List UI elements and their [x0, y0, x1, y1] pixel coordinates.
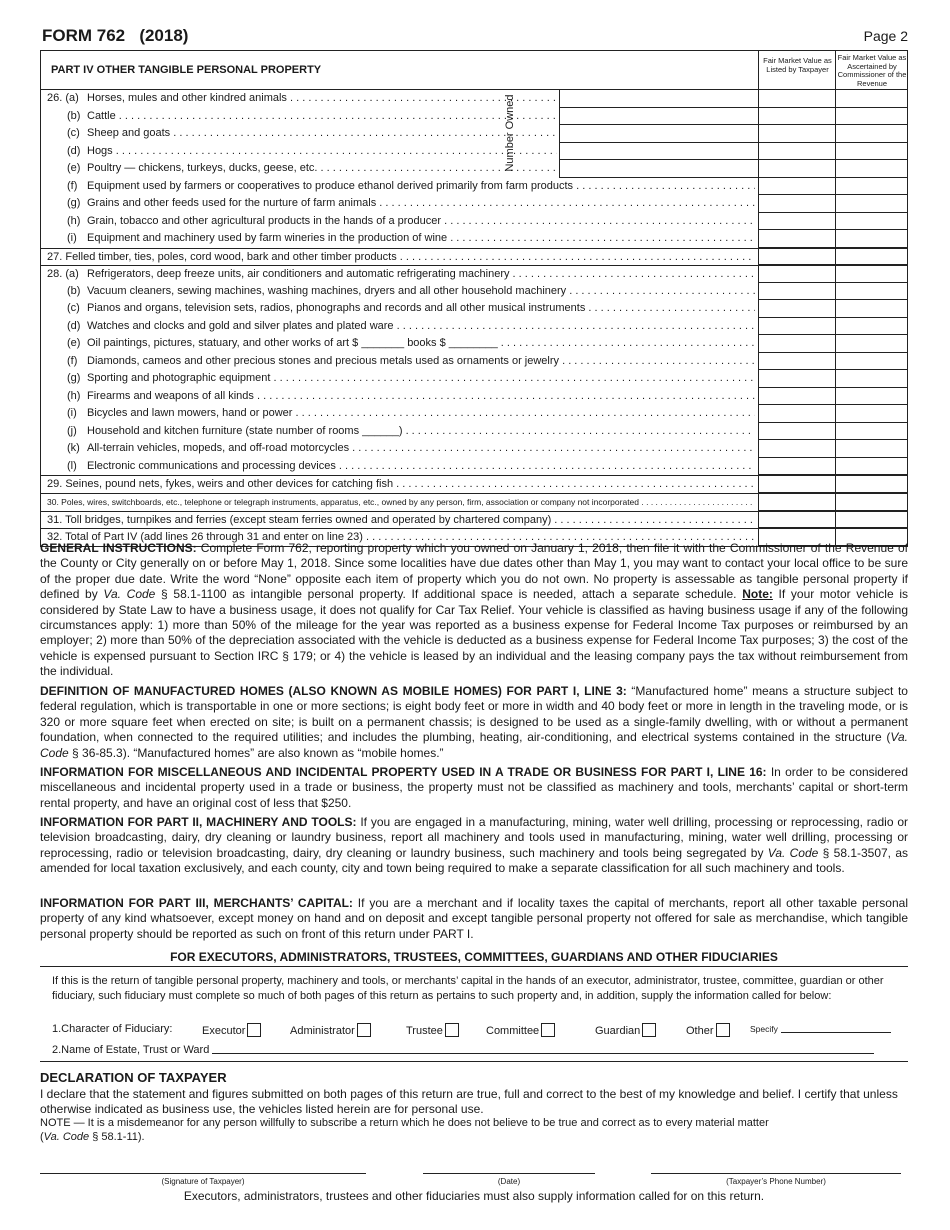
taxpayer-value-input[interactable]	[758, 388, 836, 406]
commissioner-value-input[interactable]	[835, 108, 908, 126]
part4-row	[41, 353, 907, 371]
administrator-checkbox[interactable]	[357, 1023, 371, 1037]
row-number: (g)	[67, 372, 81, 384]
option-committee[interactable]: Committee	[486, 1023, 555, 1037]
commissioner-value-input[interactable]	[835, 476, 908, 493]
part4-row	[41, 300, 907, 318]
misc-property-section: INFORMATION FOR MISCELLANEOUS AND INCIDENTAL PROPERTY USED IN A TRADE OR BUSINESS FOR PART I, LINE 16: In order to be considered miscellaneous and incidental property used in a trade or business, the property must not be classified as machinery and tools, merchants’ capital or short-term rental property, and have an original cost of less that $250.	[40, 765, 908, 810]
row-description: Cattle . . .	[87, 108, 557, 126]
option-other[interactable]: Other	[686, 1023, 730, 1037]
taxpayer-value-input[interactable]	[758, 283, 836, 301]
part4-row	[41, 440, 907, 458]
row-description: Watches and clocks and gold and silver plates and plated ware . . .	[87, 318, 755, 336]
part4-row	[41, 230, 907, 248]
part4-rows	[41, 90, 907, 546]
part4-row	[41, 388, 907, 406]
row-description: Firearms and weapons of all kinds . . .	[87, 388, 755, 406]
form-number: FORM 762	[42, 26, 126, 45]
commissioner-value-input[interactable]	[835, 195, 908, 213]
commissioner-value-input[interactable]	[835, 318, 908, 336]
option-guardian[interactable]: Guardian	[595, 1023, 656, 1037]
row-number: (i)	[67, 407, 77, 419]
part4-row	[41, 458, 907, 476]
row-number: (d)	[67, 319, 81, 332]
commissioner-value-input[interactable]	[835, 512, 908, 529]
part4-row	[41, 475, 907, 493]
taxpayer-value-input[interactable]	[758, 90, 836, 108]
row-number: 26. (a)	[47, 92, 79, 104]
form-title	[42, 26, 188, 46]
taxpayer-value-input[interactable]	[758, 494, 836, 511]
row-description: Pianos and organs, television sets, radios, phonographs and records and all other musical instruments . . .	[87, 300, 755, 318]
estate-name-label: 2.Name of Estate, Trust or Ward	[52, 1044, 210, 1056]
commissioner-value-input[interactable]	[835, 249, 908, 266]
option-trustee[interactable]: Trustee	[406, 1023, 459, 1037]
form-year: (2018)	[139, 26, 189, 45]
row-description: Bicycles and lawn mowers, hand or power . . .	[87, 405, 755, 423]
commissioner-value-input[interactable]	[835, 283, 908, 301]
commissioner-value-input[interactable]	[835, 440, 908, 458]
taxpayer-value-input[interactable]	[758, 353, 836, 371]
part4-row	[41, 283, 907, 301]
taxpayer-value-input[interactable]	[758, 458, 836, 476]
row-description: Equipment and machinery used by farm wineries in the production of wine . . .	[87, 230, 755, 248]
row-number: 28. (a)	[47, 268, 79, 280]
row-number: (l)	[67, 459, 77, 472]
row-description: Household and kitchen furniture (state number of rooms ______) . . .	[87, 423, 755, 441]
signature-field[interactable]: (Signature of Taxpayer)	[40, 1173, 366, 1186]
manufactured-homes-section: DEFINITION OF MANUFACTURED HOMES (ALSO KNOWN AS MOBILE HOMES) FOR PART I, LINE 3: “Manufactured home” means a structure subject to federal regulation, which is transportable in one or more sections; is eight body feet or more in width and 40 body feet or more in length in the traveling mode, or is 320 or more square feet when erected on site; is built on a permanent chassis; is designed to be used as a single-family dwelling, with or without a permanent foundation, when connected to the required utilities; and includes the plumbing, heating, air-conditioning, and electrical systems contained in the structure (Va. Code § 36-85.3). “Manufactured homes” are also known as “mobile homes.”	[40, 684, 908, 760]
taxpayer-value-input[interactable]	[758, 512, 836, 529]
part4-header	[41, 51, 907, 90]
row-description: Equipment used by farmers or cooperatives to produce ethanol derived primarily from farm products . . .	[87, 178, 755, 196]
row-description: 30. Poles, wires, switchboards, etc., telephone or telegraph instruments, apparatus, etc., owned by any person, firm, association or company not incorporated . . .	[47, 494, 755, 512]
row-number: (h)	[67, 214, 81, 227]
row-description: Poultry — chickens, turkeys, ducks, geese, etc. . . .	[87, 160, 557, 178]
commissioner-value-input[interactable]	[835, 388, 908, 406]
taxpayer-value-input[interactable]	[758, 440, 836, 458]
row-number: (k)	[67, 442, 80, 454]
commissioner-value-input[interactable]	[835, 125, 908, 143]
commissioner-value-input[interactable]	[835, 353, 908, 371]
phone-field[interactable]: (Taxpayer’s Phone Number)	[651, 1173, 901, 1186]
option-executor[interactable]: Executor	[202, 1023, 261, 1037]
commissioner-value-input[interactable]	[835, 458, 908, 476]
machinery-tools-section: INFORMATION FOR PART II, MACHINERY AND TOOLS: If you are engaged in a manufacturing, mining, water well drilling, processing or reprocessing, radio or television broadcasting, dairy, dry cleaning or laundry business, report all machinery and tools used in manufacturing, mining, water well drilling, processing or reprocessing, radio or television broadcasting, dairy, dry cleaning or laundry business, such machinery and tools being segregated by Va. Code § 58.1-3507, as amended for local taxation exclusively, and each county, city and town being required to make a separate classification for all such machinery and tools.	[40, 815, 909, 876]
fiduciary-character-row	[52, 1023, 898, 1039]
col-commissioner-value: Fair Market Value as Ascertained by Commissioner of the Revenue	[835, 51, 908, 89]
commissioner-value-input[interactable]	[835, 300, 908, 318]
row-number: (e)	[67, 337, 81, 349]
part4-row	[41, 108, 907, 126]
row-description: 31. Toll bridges, turnpikes and ferries (except steam ferries owned and operated by chartered company) . . .	[47, 512, 755, 530]
taxpayer-value-input[interactable]	[758, 178, 836, 196]
part4-row	[41, 90, 907, 108]
declaration-title: DECLARATION OF TAXPAYER	[40, 1070, 227, 1085]
row-number: (e)	[67, 162, 81, 174]
col-taxpayer-value: Fair Market Value as Listed by Taxpayer	[758, 51, 836, 89]
part4-row	[41, 335, 907, 353]
taxpayer-value-input[interactable]	[758, 230, 836, 248]
taxpayer-value-input[interactable]	[758, 335, 836, 353]
part4-row	[41, 511, 907, 529]
taxpayer-value-input[interactable]	[758, 318, 836, 336]
guardian-checkbox[interactable]	[642, 1023, 656, 1037]
part4-row	[41, 318, 907, 336]
taxpayer-value-input[interactable]	[758, 476, 836, 493]
number-owned-input[interactable]	[559, 90, 759, 108]
estate-name-field[interactable]	[212, 1053, 874, 1054]
general-instructions: GENERAL INSTRUCTIONS: Complete Form 762, reporting property which you owned on January 1, 2018, then file it with the Commissioner of the Revenue of the County or City generally on or before May 1, 2018. Since some localities have due dates other than May 1, you may want to contact your local office to be sure of the proper due date. Write the word “None” opposite each item of property which you do not own. No property is assessable as tangible personal property if defined by Va. Code § 58.1-1100 as intangible personal property. If additional space is needed, attach a separate schedule. Note: If your motor vehicle is considered by State Law to have a business usage, it does not qualify for Car Tax Relief. Your vehicle is classified as having business usage if any of the following circumstances apply: 1) more than 50% of the mileage for the year was reported as a business expense for Federal Income Tax purposes or reimbursed by an employer; 2) more than 50% of the depreciation associated with the vehicle is deducted as a business expense for Federal Income Tax purposes; 3) the cost of the vehicle is expensed pursuant to Section IRC § 179; or 4) the vehicle is leased by an individual and the leasing company pays the tax without reimbursement from the individual.	[40, 541, 908, 679]
commissioner-value-input[interactable]	[835, 494, 908, 511]
row-number: (f)	[67, 179, 78, 192]
part4-row	[41, 248, 907, 266]
number-owned-input[interactable]	[559, 160, 759, 178]
taxpayer-value-input[interactable]	[758, 195, 836, 213]
row-description: 29. Seines, pound nets, fykes, weirs and other devices for catching fish . . .	[47, 476, 755, 494]
row-number: (c)	[67, 127, 80, 139]
number-owned-label: Number Owned	[504, 94, 516, 172]
row-description: Refrigerators, deep freeze units, air conditioners and automatic refrigerating machinery . . .	[87, 266, 755, 284]
part4-row	[41, 265, 907, 283]
row-description: Sporting and photographic equipment . . .	[87, 370, 755, 388]
row-number: (b)	[67, 284, 81, 297]
footer-note: Executors, administrators, trustees and other fiduciaries must also supply information called for on this return.	[183, 1189, 765, 1203]
commissioner-value-input[interactable]	[835, 370, 908, 388]
merchants-capital-section: INFORMATION FOR PART III, MERCHANTS’ CAPITAL: If you are a merchant and if locality taxes the capital of merchants, report all other taxable personal property of any kind whatsoever, except money on hand and on deposit and except tangible personal property not offered for sale as merchandise, which tangible personal property should be reported as such on front of this return under PART I.	[40, 896, 908, 941]
number-owned-input[interactable]	[559, 108, 759, 126]
taxpayer-value-input[interactable]	[758, 125, 836, 143]
part4-row	[41, 213, 907, 231]
row-description: Grains and other feeds used for the nurture of farm animals . . .	[87, 195, 755, 213]
fiduciary-character-label: 1.Character of Fiduciary:	[52, 1023, 173, 1035]
taxpayer-value-input[interactable]	[758, 108, 836, 126]
commissioner-value-input[interactable]	[835, 143, 908, 161]
specify-field[interactable]: Specify	[750, 1023, 891, 1035]
number-owned-input[interactable]	[559, 125, 759, 143]
part4-row	[41, 405, 907, 423]
declaration-text: I declare that the statement and figures submitted on both pages of this return are true, full and correct to the best of my knowledge and belief. I certify that unless otherwise indicated as business use, the vehicles listed herein are for personal use.	[40, 1087, 898, 1116]
part4-table	[40, 50, 908, 547]
row-number: (j)	[67, 424, 77, 437]
committee-checkbox[interactable]	[541, 1023, 555, 1037]
part4-row	[41, 143, 907, 161]
commissioner-value-input[interactable]	[835, 160, 908, 178]
trustee-checkbox[interactable]	[445, 1023, 459, 1037]
taxpayer-value-input[interactable]	[758, 213, 836, 231]
part4-row	[41, 160, 907, 178]
row-description: Grain, tobacco and other agricultural products in the hands of a producer . . .	[87, 213, 755, 231]
taxpayer-value-input[interactable]	[758, 160, 836, 178]
taxpayer-value-input[interactable]	[758, 370, 836, 388]
part4-row	[41, 125, 907, 143]
number-owned-input[interactable]	[559, 143, 759, 161]
row-description: 27. Felled timber, ties, poles, cord wood, bark and other timber products . . .	[47, 249, 755, 267]
row-number: (f)	[67, 354, 78, 367]
row-number: (i)	[67, 232, 77, 244]
commissioner-value-input[interactable]	[835, 423, 908, 441]
row-number: (c)	[67, 302, 80, 314]
row-description: Diamonds, cameos and other precious stones and precious metals used as ornaments or jewelry . . .	[87, 353, 755, 371]
part4-row	[41, 178, 907, 196]
declaration-note: NOTE — It is a misdemeanor for any person willfully to subscribe a return which he does not believe to be true and correct as to every material matter (Va. Code § 58.1-11).	[40, 1117, 769, 1143]
taxpayer-value-input[interactable]	[758, 405, 836, 423]
row-description: Hogs . . .	[87, 143, 557, 161]
row-description: 32. Total of Part IV (add lines 26 through 31 and enter on line 23) . . .	[47, 529, 755, 547]
taxpayer-value-input[interactable]	[758, 266, 836, 283]
row-number: (h)	[67, 389, 81, 402]
row-description: Horses, mules and other kindred animals . . .	[87, 90, 557, 108]
part4-row	[41, 423, 907, 441]
row-number: (g)	[67, 197, 81, 209]
part4-row	[41, 370, 907, 388]
part4-row	[41, 493, 907, 511]
row-description: Sheep and goats . . .	[87, 125, 557, 143]
row-description: Vacuum cleaners, sewing machines, washing machines, dryers and all other household machinery . . .	[87, 283, 755, 301]
taxpayer-value-input[interactable]	[758, 249, 836, 266]
taxpayer-value-input[interactable]	[758, 143, 836, 161]
fiduciary-box	[40, 966, 908, 1062]
fiduciary-title: FOR EXECUTORS, ADMINISTRATORS, TRUSTEES, COMMITTEES, GUARDIANS AND OTHER FIDUCIARIES	[170, 950, 778, 964]
taxpayer-value-input[interactable]	[758, 423, 836, 441]
taxpayer-value-input[interactable]	[758, 300, 836, 318]
commissioner-value-input[interactable]	[835, 90, 908, 108]
commissioner-value-input[interactable]	[835, 230, 908, 248]
row-description: Oil paintings, pictures, statuary, and other works of art $ _______ books $ ________ . . .	[87, 335, 755, 353]
commissioner-value-input[interactable]	[835, 405, 908, 423]
commissioner-value-input[interactable]	[835, 213, 908, 231]
row-description: Electronic communications and processing devices . . .	[87, 458, 755, 476]
fiduciary-text: If this is the return of tangible personal property, machinery and tools, or merchants’ capital in the hands of an executor, administrator, trustee, committee, guardian or other fiduciary, such fiduciary must complete so much of both pages of this return as pertains to such property and, in addition, supply the information called for below:	[52, 975, 884, 1002]
row-description: All-terrain vehicles, mopeds, and off-road motorcycles . . .	[87, 440, 755, 458]
date-field[interactable]: (Date)	[423, 1173, 595, 1186]
other-checkbox[interactable]	[716, 1023, 730, 1037]
part4-title: PART IV OTHER TANGIBLE PERSONAL PROPERTY	[51, 64, 322, 76]
commissioner-value-input[interactable]	[835, 266, 908, 283]
row-number: (d)	[67, 144, 81, 157]
part4-row	[41, 195, 907, 213]
executor-checkbox[interactable]	[247, 1023, 261, 1037]
page-number: Page 2	[863, 28, 908, 44]
commissioner-value-input[interactable]	[835, 178, 908, 196]
estate-name-row[interactable]	[52, 1044, 898, 1056]
commissioner-value-input[interactable]	[835, 335, 908, 353]
row-number: (b)	[67, 109, 81, 122]
option-administrator[interactable]: Administrator	[290, 1023, 371, 1037]
